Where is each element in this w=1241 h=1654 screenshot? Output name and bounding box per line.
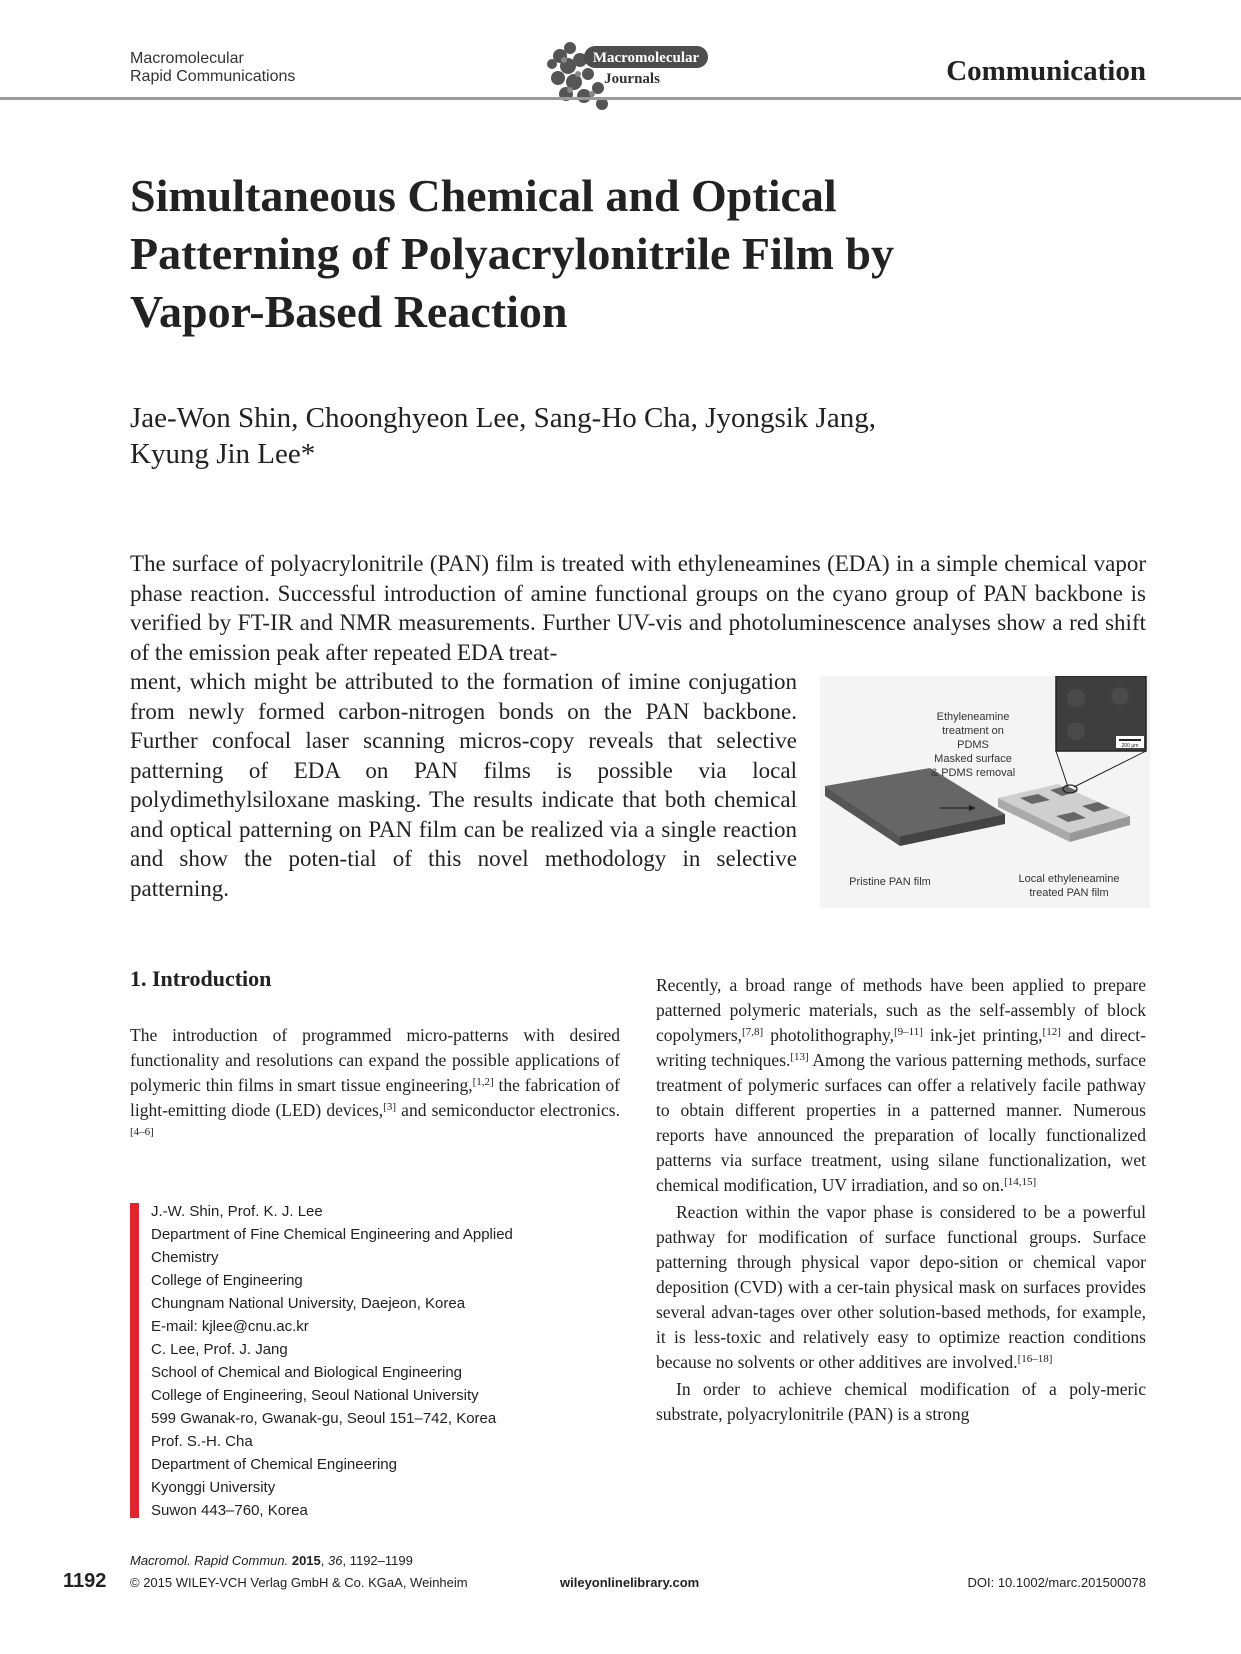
journal-name-line1: Macromolecular <box>130 50 244 67</box>
article-title: Simultaneous Chemical and Optical Patterning of Polyacrylonitrile Film by Vapor-Based Reaction <box>130 170 894 337</box>
treatment-label-5: & PDMS removal <box>930 767 1016 779</box>
citation[interactable]: [14,15] <box>1004 1176 1037 1188</box>
citation[interactable]: [12] <box>1042 1026 1061 1038</box>
text: and direct-writing techniques. <box>656 1025 1146 1070</box>
citation[interactable]: [9–11] <box>893 1026 923 1038</box>
affiliation-email[interactable]: E-mail: kjlee@cnu.ac.kr <box>151 1318 309 1335</box>
header-rule <box>0 97 1241 100</box>
authors-line1: Jae-Won Shin, Choonghyeon Lee, Sang-Ho Cha, Jyongsik Jang, <box>130 402 876 434</box>
affiliation-line: Department of Chemical Engineering <box>151 1456 397 1473</box>
affiliation-line: Chemistry <box>151 1249 219 1266</box>
copyright: © 2015 WILEY-VCH Verlag GmbH & Co. KGaA, Weinheim <box>130 1575 468 1590</box>
citation[interactable]: [3] <box>383 1101 396 1113</box>
citation[interactable]: [4–6] <box>130 1126 154 1138</box>
affiliation-line: Prof. S.-H. Cha <box>151 1433 253 1450</box>
logo-line2: Journals <box>604 71 660 87</box>
text: Recently, a broad range of methods have been applied to prepare patterned polymeric materials, such as the self-assembly of block copolymers, <box>656 975 1146 1045</box>
affiliation-bar <box>130 1203 139 1518</box>
treatment-label-2: treatment on <box>942 725 1004 737</box>
affiliation-line: 599 Gwanak-ro, Gwanak-gu, Seoul 151–742, Korea <box>151 1410 497 1427</box>
affiliation-line: Kyonggi University <box>151 1479 276 1496</box>
right-column <box>656 973 1146 1429</box>
paragraph <box>656 1200 1146 1375</box>
text: ink-jet printing, <box>922 1025 1043 1045</box>
citation[interactable]: [1,2] <box>472 1076 494 1088</box>
affiliation-line: College of Engineering <box>151 1272 303 1289</box>
year: 2015 <box>291 1553 321 1568</box>
text: Among the various patterning methods, surface treatment of polymeric surfaces can offer a relatively facile pathway to obtain different properties in a patterned manner. Numerous reports have announced the preparation of locally functionalized patterns via surface treatment, using silane functionalization, wet chemical modification, UV irradiation, and so on. <box>656 1050 1147 1195</box>
affiliation-line: Chungnam National University, Daejeon, Korea <box>151 1295 466 1312</box>
paragraph: In order to achieve chemical modification of a poly-meric substrate, polyacrylonitrile (PAN) is a strong <box>656 1379 1146 1424</box>
journal-name <box>130 50 295 86</box>
affiliation-line: Department of Fine Chemical Engineering and Applied <box>151 1226 513 1243</box>
abstract-left: ment, which might be attributed to the formation of imine conjugation from newly formed carbon-nitrogen bonds on the PAN backbone. Further confocal laser scanning micros-copy reveals that selective patterning of EDA on PAN films is possible via local polydimethylsiloxane masking. The results indicate that both chemical and optical patterning on PAN film can be realized via a single reaction and show the poten-tial of this novel methodology in selective patterning. <box>130 669 797 901</box>
citation-line: Macromol. Rapid Commun. 2015, 36, 1192–1199 <box>130 1553 413 1568</box>
section-heading: 1. Introduction <box>130 966 272 991</box>
intro-text-2: the fabrication of light-emitting diode (LED) devices, <box>130 1075 620 1120</box>
journal-abbrev: Macromol. Rapid Commun. <box>130 1553 289 1568</box>
scale-bar-label: 200 μm <box>1121 743 1139 749</box>
paragraph <box>656 973 1146 1198</box>
treated-caption-line1: Local ethyleneamine <box>1018 873 1120 885</box>
abstract-top: The surface of polyacrylonitrile (PAN) film is treated with ethyleneamines (EDA) in a simple chemical vapor phase reaction. Successful introduction of amine functional groups on the cyano group of PAN backbone is verified by FT-IR and NMR measurements. Further UV-vis and photoluminescence analyses show a red shift of the emission peak after repeated EDA treat- <box>130 551 1146 665</box>
volume: 36 <box>328 1553 343 1568</box>
citation[interactable]: [16–18] <box>1017 1353 1053 1365</box>
pristine-caption: Pristine PAN film <box>849 876 931 888</box>
text: photolithography, <box>763 1025 894 1045</box>
logo-line1: Macromolecular <box>592 50 700 66</box>
intro-text-1: The introduction of programmed micro-patterns with desired functionality and resolutions can expand the possible applications of polymeric thin films in smart tissue engineering, <box>130 1025 620 1095</box>
affiliation-line: J.-W. Shin, Prof. K. J. Lee <box>151 1203 323 1220</box>
affiliation-line: School of Chemical and Biological Engineering <box>151 1364 463 1381</box>
page-number: 1192 <box>63 1570 107 1592</box>
affiliation-line: College of Engineering, Seoul National University <box>151 1387 479 1404</box>
section-label: Communication <box>946 55 1146 87</box>
pages: 1192–1199 <box>349 1553 413 1568</box>
text: Reaction within the vapor phase is considered to be a powerful pathway for modification of surface functional groups. Surface patterning through physical vapor depo-sition or chemical vapor deposition (CVD) with a cer-tain physical mask on surfaces provides several advan-tages over other solution-based methods, for example, it is less-toxic and relatively easy to optimize reaction conditions because no solvents or other additives are involved. <box>656 1202 1146 1372</box>
treated-caption-line2: treated PAN film <box>1029 887 1109 899</box>
toc-graphic <box>820 676 1150 908</box>
affiliation-line: Suwon 443–760, Korea <box>151 1502 308 1519</box>
intro-paragraph <box>130 1023 620 1148</box>
website-link[interactable]: wileyonlinelibrary.com <box>560 1575 700 1590</box>
citation[interactable]: [13] <box>790 1051 809 1063</box>
authors-line2: Kyung Jin Lee* <box>130 438 316 470</box>
treatment-label-1: Ethyleneamine <box>936 711 1010 723</box>
affiliation-block <box>151 1200 621 1522</box>
author-list <box>130 400 1030 472</box>
affiliation-line: C. Lee, Prof. J. Jang <box>151 1341 288 1358</box>
doi[interactable]: DOI: 10.1002/marc.201500078 <box>967 1575 1146 1590</box>
macromolecular-journals-logo <box>540 34 720 114</box>
treatment-label-3: PDMS <box>957 739 989 751</box>
citation[interactable]: [7,8] <box>742 1026 764 1038</box>
intro-text-3: and semiconductor electronics. <box>396 1100 620 1120</box>
journal-name-line2: Rapid Communications <box>130 68 296 85</box>
treatment-label-4: Masked surface <box>934 753 1012 765</box>
